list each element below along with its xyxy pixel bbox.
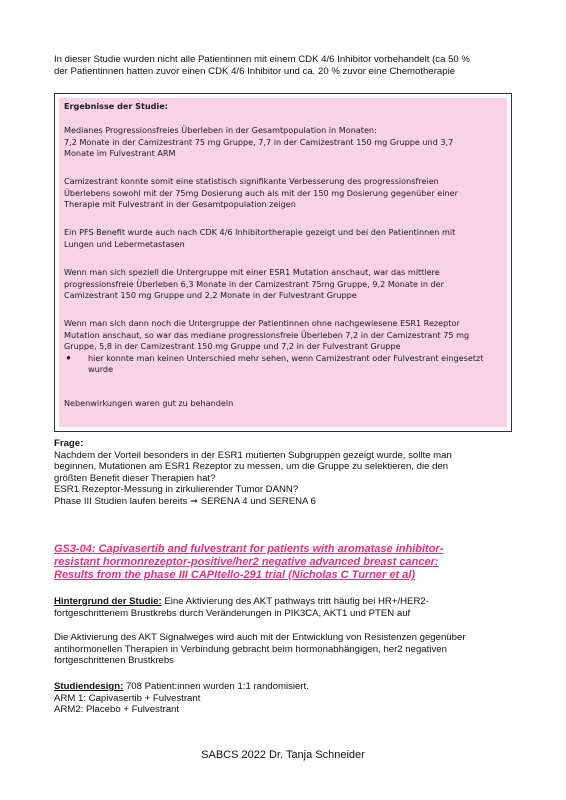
results-line: Mutation anschaut, so war das mediane progressionsfreie Überleben 7,2 in der Camizestrant 75 mg — [64, 329, 470, 340]
bullet-item — [64, 353, 506, 376]
design-section — [54, 681, 524, 716]
background-section — [54, 596, 524, 619]
activation-paragraph — [54, 632, 524, 667]
study-title-line: Results from the phase III CAPItello-291 trial (Nicholas C Turner et al) — [54, 569, 416, 582]
bullet-icon: ● — [66, 352, 71, 362]
results-line: Wenn man sich speziell die Untergruppe mit einer ESR1 Mutation anschaut, war das mittlere — [64, 267, 440, 277]
background-label: Hintergrund der Studie: — [54, 596, 162, 607]
design-text: 708 Patient:innen wurden 1:1 randomisiert. — [123, 681, 309, 692]
results-box-background — [59, 98, 507, 427]
results-line: Therapie mit Fulvestrant in der Gesamtpopulation zeigen — [64, 199, 296, 210]
question-line: Nachdem der Vorteil besonders in der ESR1 mutierten Subgruppen gezeigt wurde, sollte man — [54, 449, 452, 461]
bullet-text: wurde — [88, 364, 114, 375]
design-label: Studiendesign: — [54, 681, 124, 692]
design-arm: ARM 1: Capivasertib + Fulvestrant — [54, 692, 201, 704]
background-line — [54, 596, 524, 608]
question-line: ESR1 Rezeptor-Messung in zirkulierender Tumor DANN? — [54, 484, 299, 496]
study-title-line: resistant hormonrezeptor-positive/her2 negative advanced breast cancer: — [54, 556, 439, 569]
question-heading: Frage: — [54, 438, 84, 449]
results-box — [54, 93, 512, 432]
results-title: Ergebnisse der Studie: — [64, 101, 168, 111]
question-line: größten Benefit dieser Therapien hat? — [54, 472, 216, 484]
activation-line: Die Aktivierung des AKT Signalweges wird auch mit der Entwicklung von Resistenzen gegenüber — [54, 632, 466, 643]
question-line: beginnen, Mutationen am ESR1 Rezeptor zu messen, um die Gruppe zu selektieren, die den — [54, 461, 449, 473]
results-nonmutated-block — [64, 318, 506, 376]
side-effects-text: Nebenwirkungen waren gut zu behandeln — [64, 398, 234, 408]
question-section — [54, 438, 524, 508]
results-line: Camizestrant 150 mg Gruppe und 2,2 Monate in der Fulvestrant Gruppe — [64, 290, 357, 301]
background-text: Eine Aktivierung des AKT pathways tritt häufig bei HR+/HER2- — [161, 596, 429, 607]
results-pfs-block — [64, 125, 506, 160]
bullet-text: hier konnte man keinen Unterschied mehr sehen, wenn Camizestrant oder Fulvestrant eingesetzt — [88, 352, 484, 363]
results-line: Monate im Fulvestrant ARM — [64, 148, 176, 159]
background-line: fortgeschrittenem Brustkrebs durch Veränderungen in PIK3CA, AKT1 und PTEN auf — [54, 607, 411, 619]
intro-line: In dieser Studie wurden nicht alle Patientinnen mit einem CDK 4/6 Inhibitor vorbehandelt (ca 50 % — [54, 54, 470, 65]
results-line: Camizestrant konnte somit eine statistisch signifikante Verbesserung des progressionsfreien — [64, 176, 439, 186]
results-line: Medianes Progressionsfreies Überleben in der Gesamtpopulation in Monaten: — [64, 125, 377, 135]
results-line: Ein PFS Benefit wurde auch nach CDK 4/6 Inhibitortherapie gezeigt und bei den Patientinnen mit — [64, 227, 456, 237]
results-line: Lungen und Lebermetastasen — [64, 238, 185, 249]
activation-line: fortgeschrittenen Brustkrebs — [54, 655, 174, 667]
results-significance-block — [64, 176, 506, 211]
results-line: progressionsfreie Überleben 6,3 Monate in der Camizestrant 75mg Gruppe, 9,2 Monate in der — [64, 278, 444, 289]
page-footer: SABCS 2022 Dr. Tanja Schneider — [201, 749, 365, 761]
study-title-line: GS3-04: Capivasertib and fulvestrant for patients with aromatase inhibitor- — [54, 543, 444, 555]
intro-paragraph — [54, 54, 524, 77]
design-line — [54, 681, 524, 693]
intro-line: der Patientinnen hatten zuvor einen CDK 4/6 Inhibitor und ca. 20 % zuvor eine Chemotherapie — [54, 65, 456, 77]
activation-line: antihormonellen Therapien in Verbindung gebracht beim hormonabhängigen, her2 negativen — [54, 643, 447, 655]
results-line: 7,2 Monate in der Camizestrant 75 mg Gruppe, 7,7 in der Camizestrant 150 mg Gruppe und 3,7 — [64, 136, 454, 147]
question-line: Phase III Studien laufen bereits ➞ SERENA 4 und SERENA 6 — [54, 495, 316, 507]
study-title — [54, 543, 524, 583]
results-line: Gruppe, 5,8 in der Camizestrant 150 mg Gruppe und 7,2 in der Fulvestrant Gruppe — [64, 341, 401, 352]
results-line: Wenn man sich dann noch die Untergruppe der Patientinnen ohne nachgewiesene ESR1 Rezeptor — [64, 318, 460, 328]
results-cdk-block — [64, 227, 506, 250]
design-arm: ARM2: Placebo + Fulvestrant — [54, 704, 180, 716]
results-line: Überlebens sowohl mit der 75mg Dosierung auch als mit der 150 mg Dosierung gegenüber einer — [64, 187, 458, 198]
results-esr1-block — [64, 267, 506, 302]
